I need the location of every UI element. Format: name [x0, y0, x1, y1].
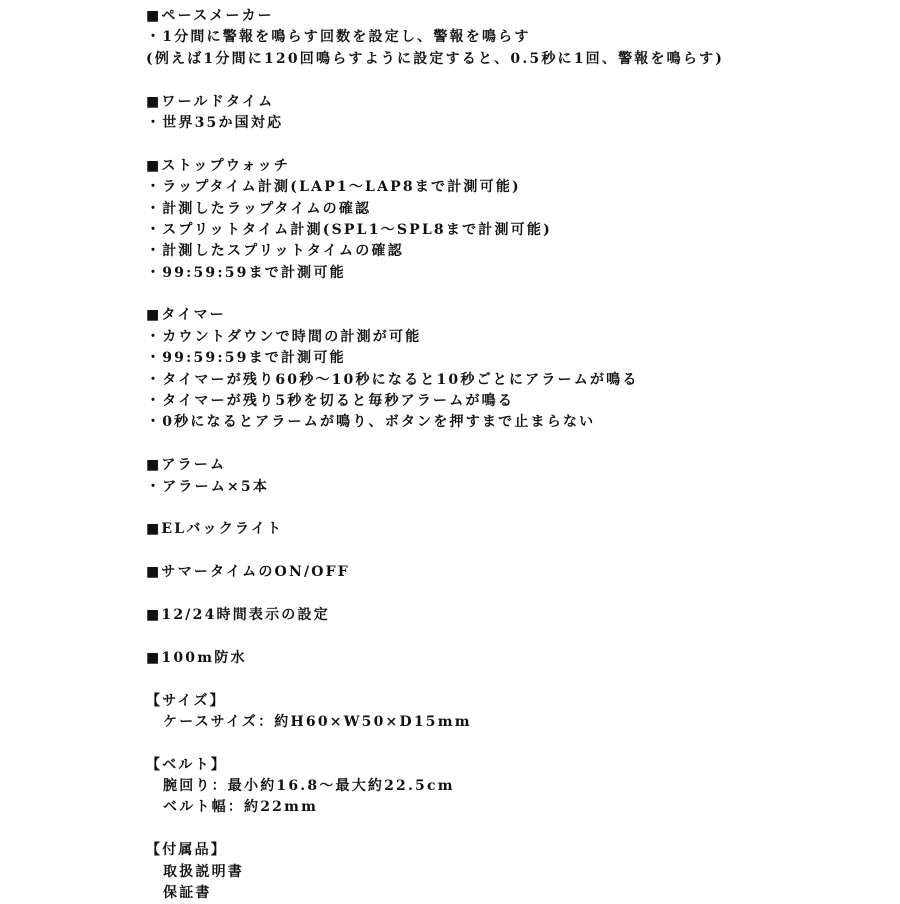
accessory-item: 取扱説明書: [163, 863, 244, 880]
summer-time-heading: ■サマータイムのON/OFF: [146, 564, 350, 581]
water-resistance-heading: ■100m防水: [146, 649, 247, 666]
section-spacer: [146, 498, 886, 519]
section-spacer: [146, 819, 886, 840]
stopwatch-line: ・99:59:59まで計測可能: [146, 264, 346, 281]
section-spacer: [146, 284, 886, 305]
section-spacer: [146, 434, 886, 455]
section-spacer: [146, 70, 886, 91]
belt-section: [146, 755, 886, 819]
timer-line: ・0秒になるとアラームが鳴り、ボタンを押すまで止まらない: [146, 414, 596, 431]
size-heading: 【サイズ】: [146, 692, 226, 709]
alarm-section: [146, 455, 886, 498]
section-spacer: [146, 584, 886, 605]
pacemaker-section: [146, 6, 886, 70]
section-spacer: [146, 626, 886, 647]
timer-line: ・タイマーが残り60秒～10秒になると10秒ごとにアラームが鳴る: [146, 371, 639, 388]
stopwatch-line: ・計測したラップタイムの確認: [146, 200, 372, 217]
timer-line: ・カウントダウンで時間の計測が可能: [146, 328, 422, 345]
stopwatch-heading: ■ストップウォッチ: [146, 157, 291, 174]
water-resistance-section: [146, 648, 886, 669]
size-section: [146, 691, 886, 734]
timer-line: ・99:59:59まで計測可能: [146, 350, 346, 367]
accessories-heading: 【付属品】: [146, 842, 227, 859]
alarm-heading: ■アラーム: [146, 457, 227, 474]
accessory-item: 保証書: [163, 885, 212, 902]
accessories-section: [146, 840, 886, 904]
stopwatch-line: ・スプリットタイム計測(SPL1～SPL8まで計測可能): [146, 221, 552, 238]
timer-line: ・タイマーが残り5秒を切ると毎秒アラームが鳴る: [146, 393, 515, 410]
world-time-heading: ■ワールドタイム: [146, 93, 275, 110]
pacemaker-heading: ■ペースメーカー: [146, 8, 274, 24]
section-spacer: [146, 669, 886, 690]
belt-heading: 【ベルト】: [146, 756, 227, 773]
world-time-line: ・世界35か国対応: [146, 114, 284, 131]
stopwatch-section: [146, 156, 886, 284]
stopwatch-line: ・計測したスプリットタイムの確認: [146, 243, 404, 260]
hour-format-heading: ■12/24時間表示の設定: [146, 606, 330, 623]
world-time-section: [146, 92, 886, 135]
section-spacer: [146, 541, 886, 562]
alarm-line: ・アラーム×5本: [146, 478, 270, 495]
timer-heading: ■タイマー: [146, 307, 226, 324]
el-backlight-heading: ■ELバックライト: [146, 521, 284, 538]
hour-format-section: [146, 605, 886, 626]
spec-document: [146, 6, 886, 904]
el-backlight-section: [146, 519, 886, 540]
summer-time-section: [146, 562, 886, 583]
timer-section: [146, 305, 886, 433]
case-size-line: ケースサイズ：約H60×W50×D15mm: [163, 713, 472, 730]
pacemaker-example-line: (例えば1分間に120回鳴らすように設定すると、0.5秒に1回、警報を鳴らす): [146, 50, 725, 67]
belt-width-line: ベルト幅：約22mm: [163, 799, 319, 816]
section-spacer: [146, 733, 886, 754]
section-spacer: [146, 134, 886, 155]
stopwatch-line: ・ラップタイム計測(LAP1～LAP8まで計測可能): [146, 179, 521, 196]
pacemaker-line: ・1分間に警報を鳴らす回数を設定し、警報を鳴らす: [146, 29, 531, 46]
wrist-size-line: 腕回り：最小約16.8～最大約22.5cm: [163, 778, 455, 795]
